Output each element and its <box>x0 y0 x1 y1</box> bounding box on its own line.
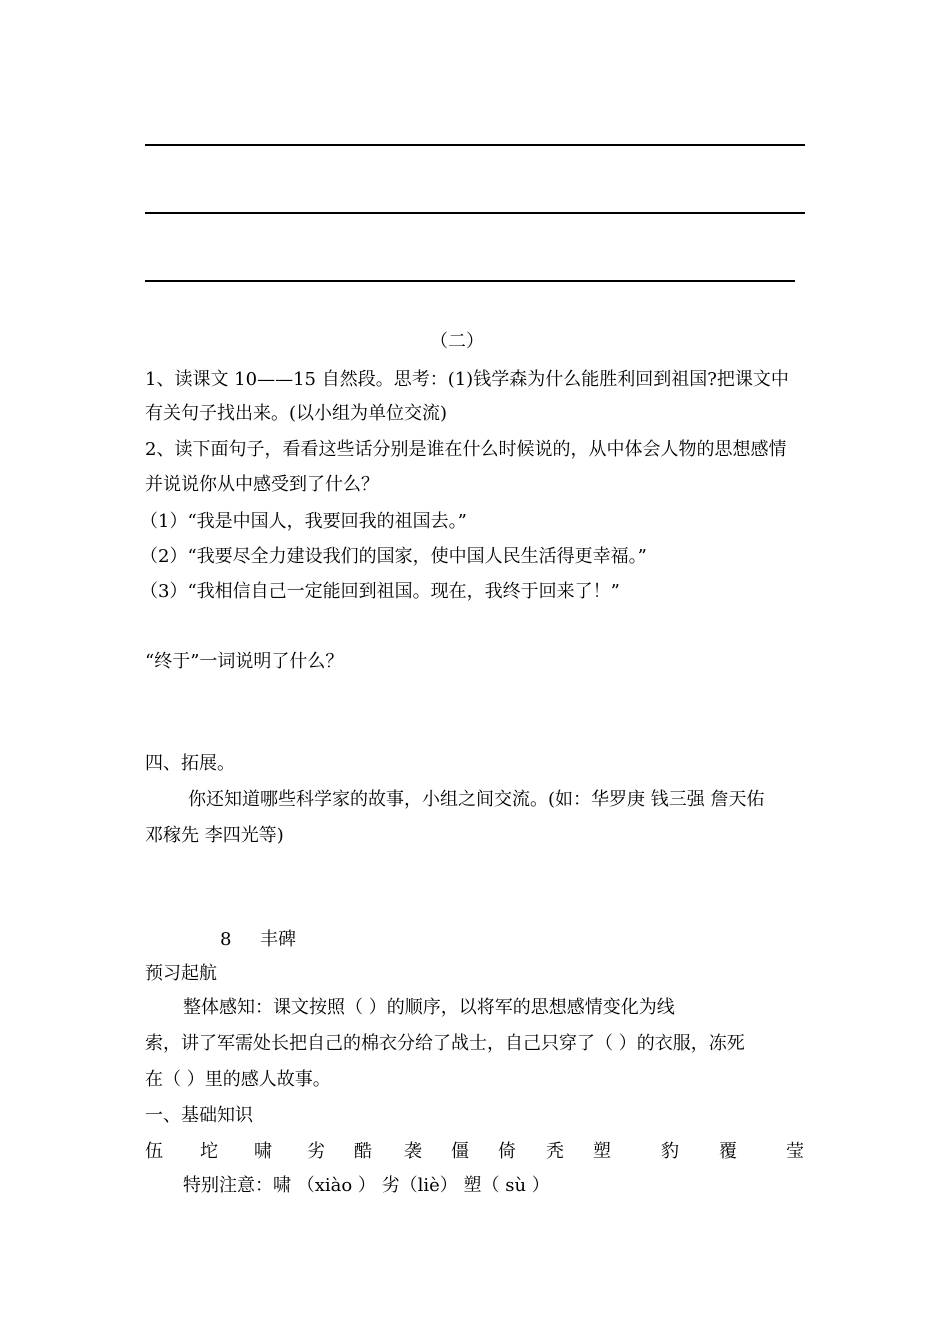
quote-3: （3）“我相信自己一定能回到祖国。现在，我终于回来了！” <box>140 581 620 602</box>
character: 倚 <box>498 1141 516 1162</box>
character: 坨 <box>200 1141 218 1162</box>
overview-line-3: 在（ ）里的感人故事。 <box>145 1069 331 1090</box>
quote-2: （2）“我要尽全力建设我们的国家，使中国人民生活得更幸福。” <box>140 546 647 567</box>
lesson-number: 8 <box>220 929 232 950</box>
answer-line-2 <box>145 212 805 214</box>
character: 袭 <box>404 1141 422 1162</box>
question-zhongyu: “终于”一词说明了什么？ <box>145 651 344 672</box>
answer-line-3 <box>145 280 795 282</box>
character: 覆 <box>719 1141 737 1162</box>
question-1-line-1: 1、读课文 10——15 自然段。思考：(1)钱学森为什么能胜利回到祖国?把课文中 <box>145 369 789 390</box>
character: 僵 <box>451 1141 469 1162</box>
question-2-line-2: 并说说你从中感受到了什么？ <box>145 474 379 495</box>
character-list <box>0 1140 950 1164</box>
overview-line-1: 整体感知：课文按照（ ）的顺序，以将军的思想感情变化为线 <box>183 997 675 1018</box>
character: 莹 <box>786 1141 804 1162</box>
character: 豹 <box>661 1141 679 1162</box>
basics-heading: 一、基础知识 <box>145 1105 253 1126</box>
quote-1: （1）“我是中国人，我要回我的祖国去。” <box>140 511 467 532</box>
preview-heading: 预习起航 <box>145 963 217 984</box>
question-2-line-1: 2、读下面句子，看看这些话分别是谁在什么时候说的，从中体会人物的思想感情 <box>145 439 787 460</box>
extension-text-line-2: 邓稼先 李四光等) <box>145 825 284 846</box>
question-1-line-2: 有关句子找出来。(以小组为单位交流) <box>145 403 448 424</box>
character: 塑 <box>593 1141 611 1162</box>
character: 秃 <box>546 1141 564 1162</box>
lesson-title: 丰碑 <box>260 929 296 950</box>
note-label: 特别注意： <box>183 1175 273 1196</box>
character: 啸 <box>254 1141 272 1162</box>
note-text: 啸 （xiào ） 劣（liè） 塑（ sù ） <box>273 1175 550 1196</box>
answer-line-1 <box>145 144 805 146</box>
character: 伍 <box>145 1141 163 1162</box>
overview-line-2: 索，讲了军需处长把自己的棉衣分给了战士，自己只穿了（ ）的衣服，冻死 <box>145 1033 745 1054</box>
character: 酷 <box>354 1141 372 1162</box>
character: 劣 <box>307 1141 325 1162</box>
section-heading-two: （二） <box>430 331 484 352</box>
extension-text-line-1: 你还知道哪些科学家的故事，小组之间交流。(如：华罗庚 钱三强 詹天佑 <box>188 789 765 810</box>
section-heading-four: 四、拓展。 <box>145 753 235 774</box>
pronunciation-note <box>183 1174 550 1198</box>
